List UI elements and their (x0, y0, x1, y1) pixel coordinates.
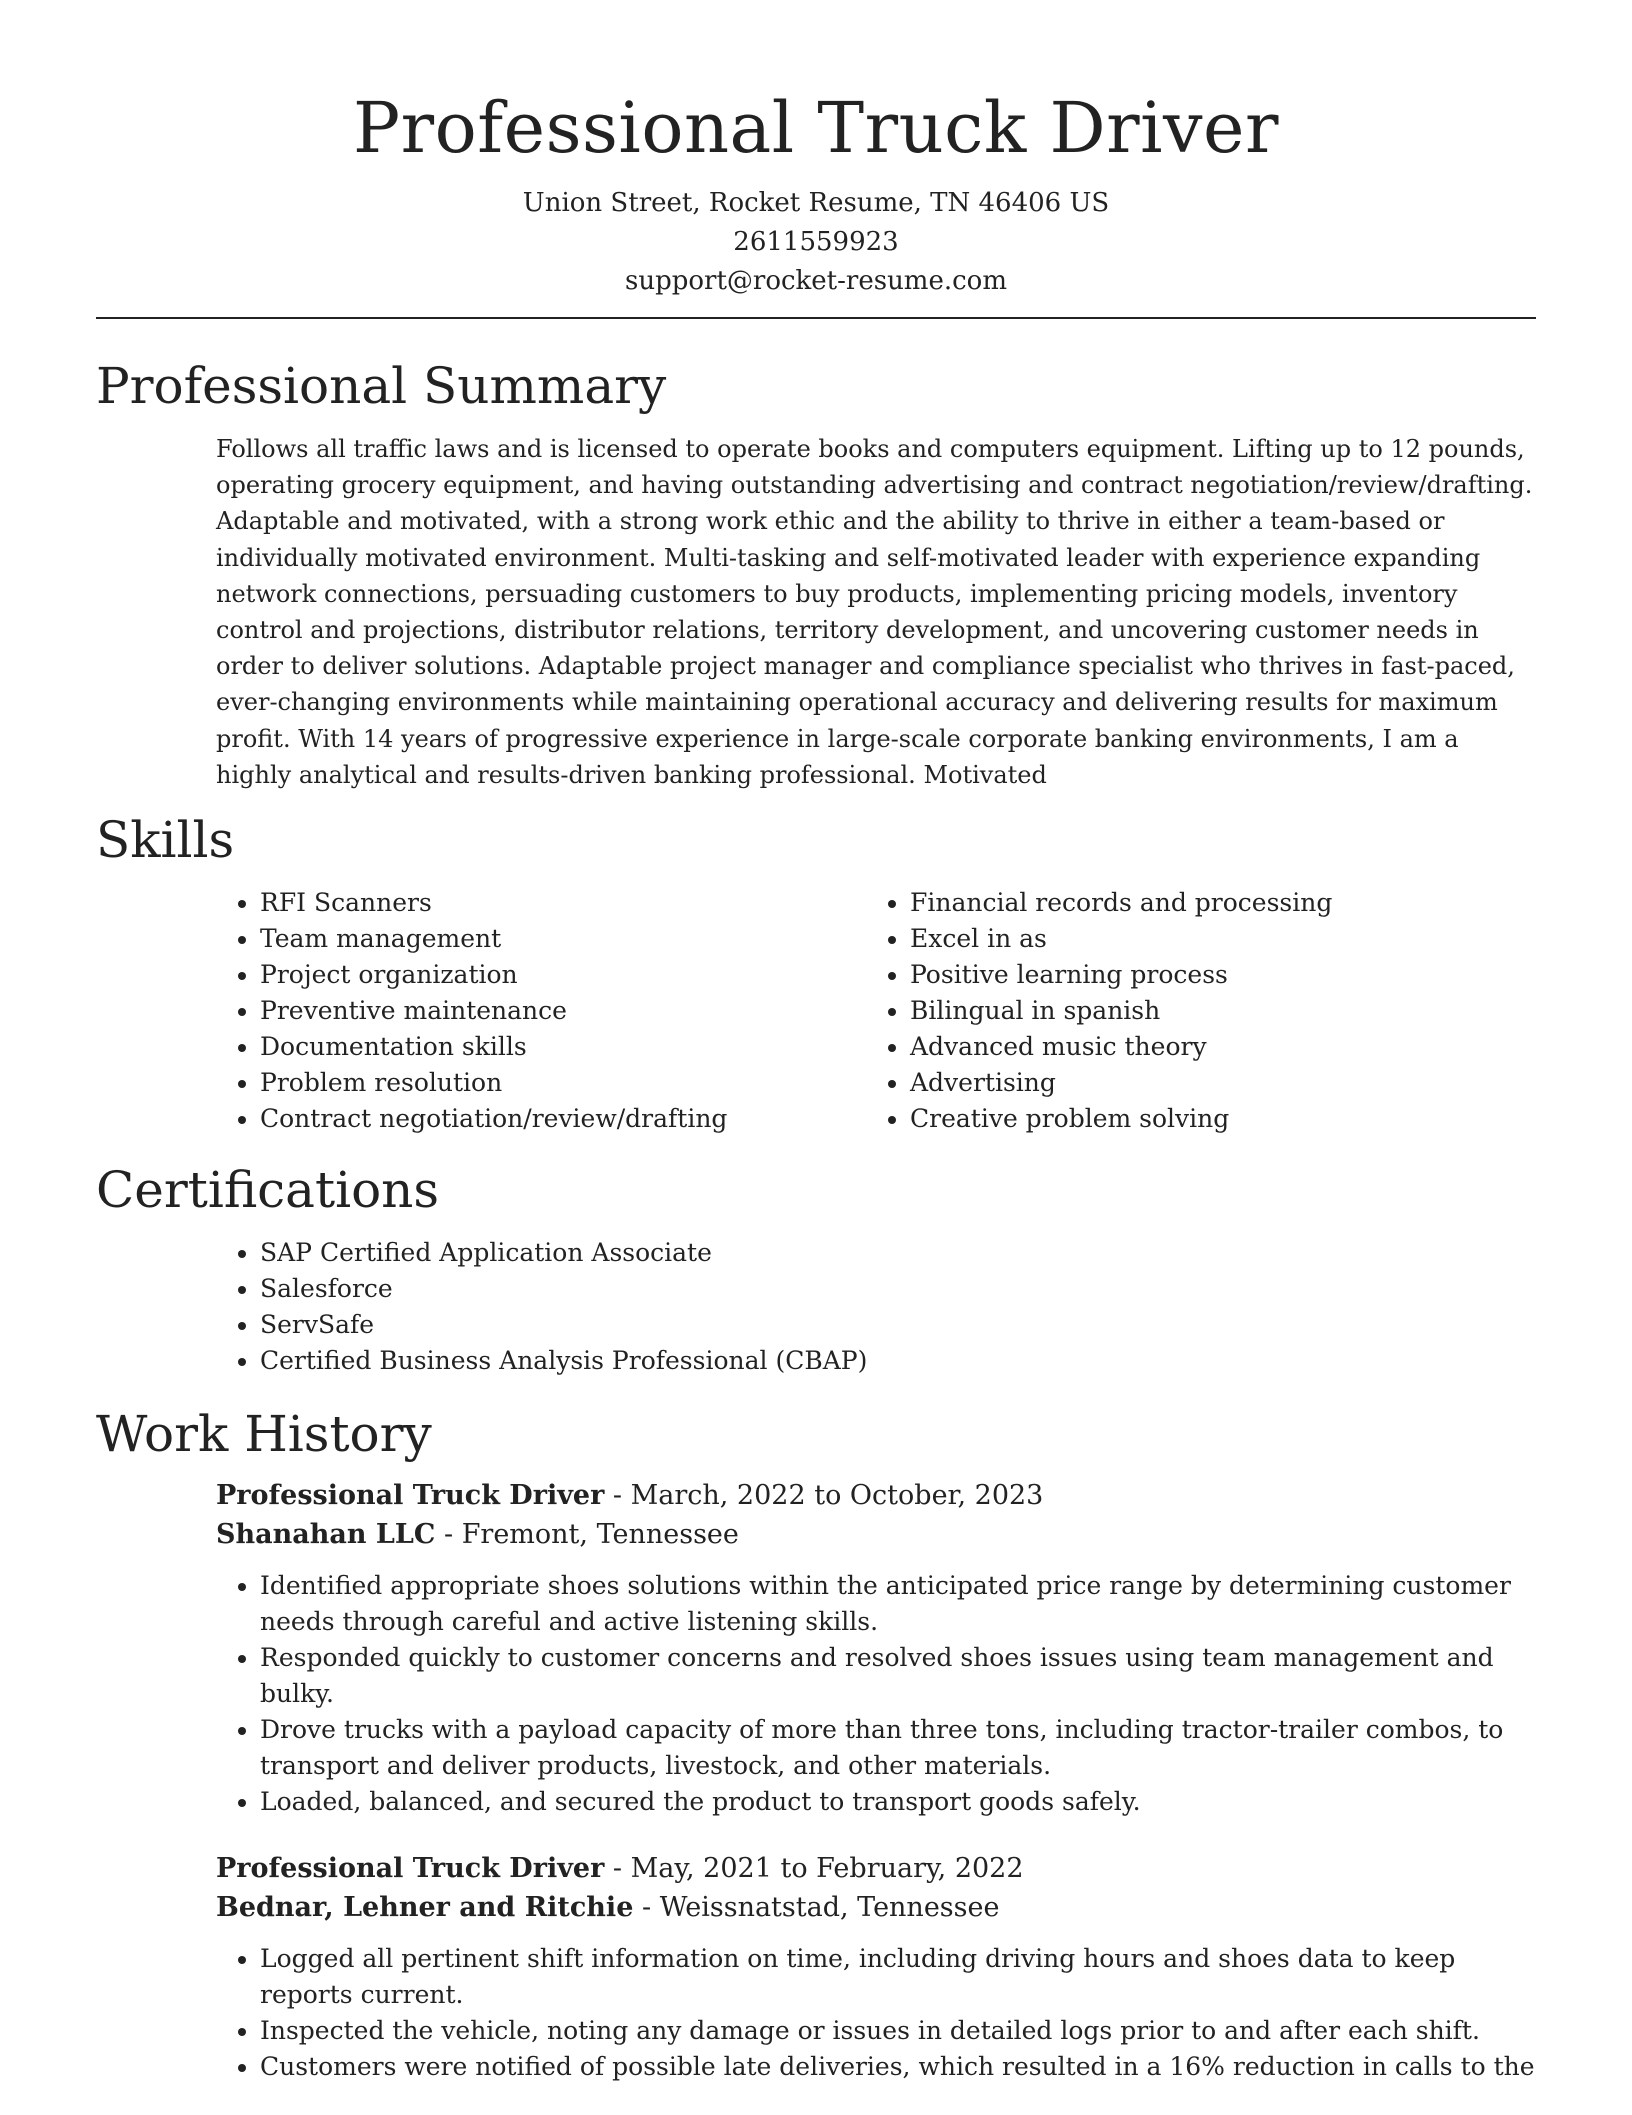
skill-item: • Financial records and processing (910, 885, 1516, 921)
job-company: Bednar, Lehner and Ritchie (216, 1891, 634, 1923)
skill-item: • Project organization (260, 957, 866, 993)
job-dates: March, 2022 to October, 2023 (630, 1480, 1044, 1512)
skills-title: Skills (96, 811, 235, 870)
job-entry (216, 1477, 1536, 1820)
job-dates: May, 2021 to February, 2022 (630, 1853, 1024, 1885)
job-bullet: • Drove trucks with a payload capacity of more than three tons, including tractor-trailer combos, to transport and deliver products, livestock, and other materials. (260, 1712, 1536, 1784)
job-separator: - (612, 1480, 631, 1512)
summary-section (96, 355, 1536, 793)
skill-item: • Advertising (910, 1065, 1516, 1101)
job-entry (216, 1850, 1536, 2085)
certifications-section (96, 1159, 1536, 1379)
work-history-title: Work History (96, 1405, 432, 1464)
certification-item: • ServSafe (260, 1307, 1536, 1343)
skills-section (96, 809, 1536, 1137)
job-company-line (216, 1889, 1536, 1928)
job-location: Fremont, Tennessee (461, 1518, 739, 1550)
skills-right-column (866, 885, 1516, 1137)
header-divider (96, 317, 1536, 319)
resume-header (96, 0, 1536, 301)
job-bullet: • Identified appropriate shoes solutions within the anticipated price range by determining customer needs through careful and active listening skills. (260, 1568, 1536, 1640)
skill-item: • Documentation skills (260, 1029, 866, 1065)
skills-left-column (216, 885, 866, 1137)
skill-item: • Preventive maintenance (260, 993, 866, 1029)
candidate-name: Professional Truck Driver (353, 87, 1279, 169)
job-separator: - (443, 1518, 462, 1550)
job-separator: - (641, 1891, 660, 1923)
summary-title: Professional Summary (96, 357, 667, 415)
skill-item: • Team management (260, 921, 866, 957)
skill-item: • Excel in as (910, 921, 1516, 957)
skill-item: • Problem resolution (260, 1065, 866, 1101)
certification-item: • Certified Business Analysis Professional (CBAP) (260, 1343, 1536, 1379)
job-company: Shanahan LLC (216, 1518, 436, 1550)
job-bullet: • Logged all pertinent shift information on time, including driving hours and shoes data to keep reports current. (260, 1941, 1536, 2013)
certifications-title: Certifications (96, 1161, 440, 1220)
work-history-section (96, 1403, 1536, 2085)
job-bullet: • Loaded, balanced, and secured the product to transport goods safely. (260, 1784, 1536, 1820)
skill-item: • Bilingual in spanish (910, 993, 1516, 1029)
skill-item: • Contract negotiation/review/drafting (260, 1101, 866, 1137)
certification-item: • Salesforce (260, 1271, 1536, 1307)
job-separator: - (612, 1853, 631, 1885)
job-title: Professional Truck Driver (216, 1480, 605, 1512)
contact-address: Union Street, Rocket Resume, TN 46406 US (522, 188, 1110, 218)
skill-item: • Advanced music theory (910, 1029, 1516, 1065)
job-title-line (216, 1850, 1536, 1889)
summary-text: Follows all traffic laws and is licensed to operate books and computers equipment. Lifting up to 12 pounds, operating grocery equipment, and having outstanding advertising and contract negotiation/review/drafting. Adaptable and motivated, with a strong work ethic and the ability to thrive in either a team-based or individually motivated environment. Multi-tasking and self-motivated leader with experience expanding network connections, persuading customers to buy products, implementing pricing models, inventory control and projections, distributor relations, territory development, and uncovering customer needs in order to deliver solutions. Adaptable project manager and compliance specialist who thrives in fast-paced, ever-changing environments while maintaining operational accuracy and delivering results for maximum profit. With 14 years of progressive experience in large-scale corporate banking environments, I am a highly analytical and results-driven banking professional. Motivated (216, 435, 1533, 789)
resume-page (96, 0, 1536, 2115)
job-title-line (216, 1477, 1536, 1516)
job-bullet: • Responded quickly to customer concerns and resolved shoes issues using team management and bulky. (260, 1640, 1536, 1712)
skill-item: • Positive learning process (910, 957, 1516, 993)
job-bullet: • Customers were notified of possible late deliveries, which resulted in a 16% reduction in calls to the (260, 2049, 1536, 2085)
skill-item: • Creative problem solving (910, 1101, 1516, 1137)
contact-email[interactable]: support@rocket-resume.com (624, 266, 1007, 296)
job-title: Professional Truck Driver (216, 1853, 605, 1885)
job-location: Weissnatstad, Tennessee (659, 1891, 1000, 1923)
job-company-line (216, 1516, 1536, 1555)
certification-item: • SAP Certified Application Associate (260, 1235, 1536, 1271)
skill-item: • RFI Scanners (260, 885, 866, 921)
contact-phone: 2611559923 (733, 227, 899, 257)
job-bullet: • Inspected the vehicle, noting any damage or issues in detailed logs prior to and after each shift. (260, 2013, 1536, 2049)
skills-columns (216, 885, 1536, 1137)
